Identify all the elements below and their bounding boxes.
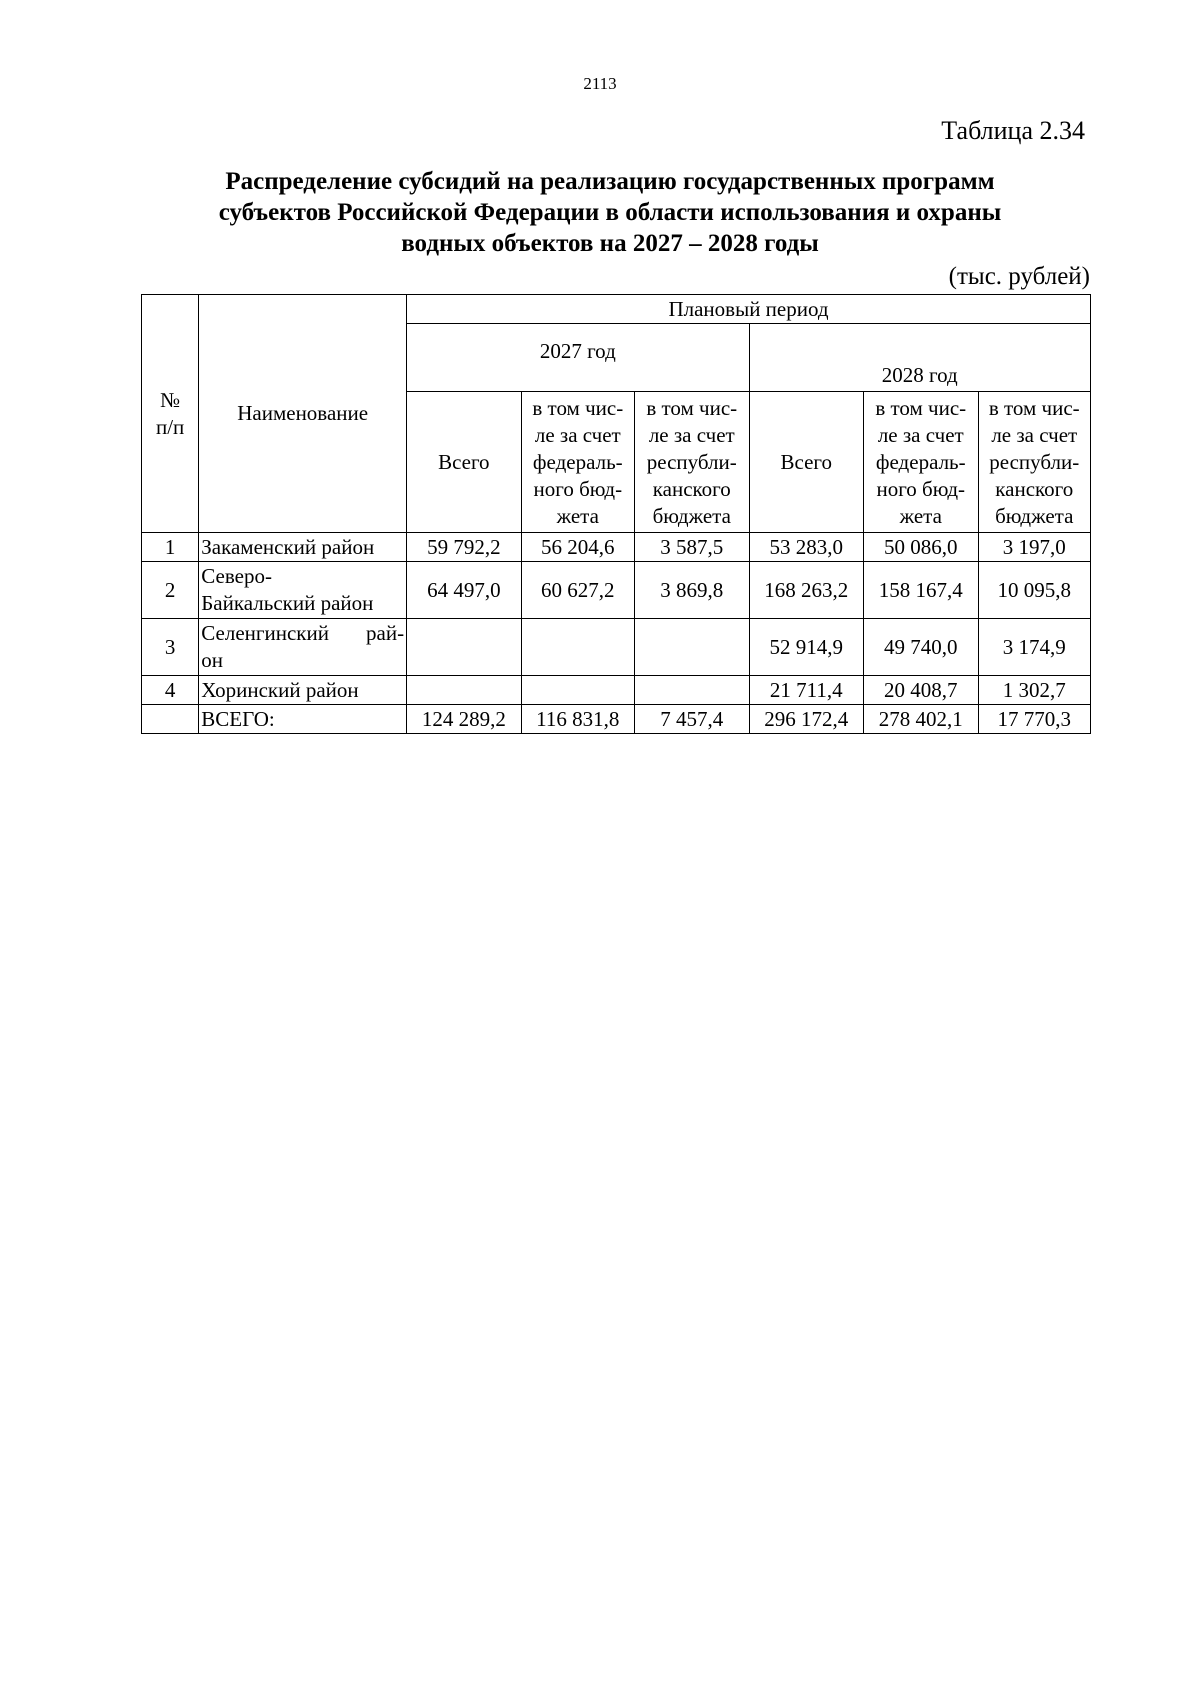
row-number [142, 705, 199, 734]
table-caption: Таблица 2.34 [941, 116, 1085, 145]
header-republic-2027: в том чис- ле за счет республи- канского бюджета [635, 392, 750, 533]
cell-total-2027: 64 497,0 [407, 562, 522, 619]
header-republic-2028: в том чис- ле за счет республи- канского бюджета [978, 392, 1090, 533]
subsidy-table [141, 294, 1091, 734]
cell-federal-2027 [521, 619, 634, 676]
header-total-2028: Всего [749, 392, 864, 533]
header-year-2028: 2028 год [749, 324, 1090, 392]
cell-republic-2027: 3 587,5 [635, 533, 750, 562]
row-number: 2 [142, 562, 199, 619]
row-name: Северо- Байкальский район [199, 562, 407, 619]
cell-total-2027 [407, 676, 522, 705]
row-name: Хоринский район [199, 676, 407, 705]
cell-republic-2028: 3 174,9 [978, 619, 1090, 676]
cell-republic-2028: 17 770,3 [978, 705, 1090, 734]
title-line: субъектов Российской Федерации в области использования и охраны [218, 199, 1002, 226]
cell-federal-2028: 50 086,0 [864, 533, 979, 562]
table-row [142, 676, 1091, 705]
cell-republic-2027: 7 457,4 [635, 705, 750, 734]
units-note: (тыс. рублей) [948, 263, 1090, 290]
header-federal-2028: в том чис- ле за счет федераль- ного бюд- жета [864, 392, 979, 533]
header-planned-period: Плановый период [407, 295, 1091, 324]
row-name: Закаменский район [199, 533, 407, 562]
document-title [170, 166, 1050, 259]
table-total-row [142, 705, 1091, 734]
table-row [142, 619, 1091, 676]
title-line: водных объектов на 2027 – 2028 годы [401, 230, 819, 257]
cell-republic-2028: 10 095,8 [978, 562, 1090, 619]
row-number: 1 [142, 533, 199, 562]
cell-total-2027: 124 289,2 [407, 705, 522, 734]
cell-federal-2028: 158 167,4 [864, 562, 979, 619]
header-name: Наименование [199, 295, 407, 533]
header-total-2027: Всего [407, 392, 522, 533]
cell-federal-2027 [521, 676, 634, 705]
page-number: 2113 [583, 74, 617, 93]
table-row [142, 562, 1091, 619]
cell-republic-2027: 3 869,8 [635, 562, 750, 619]
table-row [142, 533, 1091, 562]
cell-federal-2028: 49 740,0 [864, 619, 979, 676]
row-number: 4 [142, 676, 199, 705]
header-federal-2027: в том чис- ле за счет федераль- ного бюд- жета [521, 392, 634, 533]
row-name: Селенгинский рай- он [199, 619, 407, 676]
header-num: № п/п [142, 295, 199, 533]
row-number: 3 [142, 619, 199, 676]
header-year-2027: 2027 год [407, 324, 749, 392]
cell-total-2028: 52 914,9 [749, 619, 864, 676]
cell-republic-2028: 3 197,0 [978, 533, 1090, 562]
cell-federal-2028: 20 408,7 [864, 676, 979, 705]
cell-federal-2028: 278 402,1 [864, 705, 979, 734]
cell-federal-2027: 56 204,6 [521, 533, 634, 562]
title-line: Распределение субсидий на реализацию государственных программ [225, 168, 995, 195]
cell-republic-2027 [635, 619, 750, 676]
cell-total-2028: 168 263,2 [749, 562, 864, 619]
cell-republic-2027 [635, 676, 750, 705]
cell-total-2027: 59 792,2 [407, 533, 522, 562]
cell-total-2027 [407, 619, 522, 676]
cell-federal-2027: 116 831,8 [521, 705, 634, 734]
row-name: ВСЕГО: [199, 705, 407, 734]
cell-total-2028: 53 283,0 [749, 533, 864, 562]
cell-total-2028: 21 711,4 [749, 676, 864, 705]
cell-republic-2028: 1 302,7 [978, 676, 1090, 705]
cell-total-2028: 296 172,4 [749, 705, 864, 734]
cell-federal-2027: 60 627,2 [521, 562, 634, 619]
